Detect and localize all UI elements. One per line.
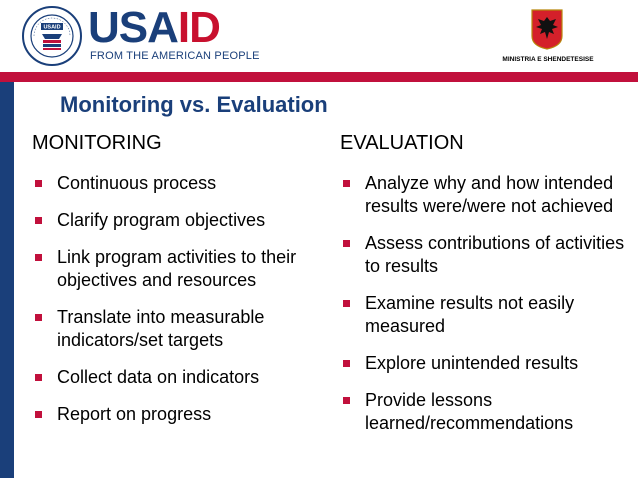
square-bullet-icon [343,360,350,367]
usaid-logo-part-usa: USA [88,3,178,52]
usaid-seal-icon [22,6,82,66]
square-bullet-icon [343,397,350,404]
header-divider-bar [0,72,638,82]
list-item [32,209,312,232]
list-item [32,306,312,352]
list-item-text: Clarify program objectives [57,210,266,230]
square-bullet-icon [343,240,350,247]
square-bullet-icon [35,374,42,381]
monitoring-column [32,132,312,440]
list-item [32,172,312,195]
list-item-text: Report on progress [57,404,212,424]
list-item-text: Examine results not easily measured [365,293,575,336]
monitoring-heading: MONITORING [32,132,162,154]
slide-header [0,0,638,72]
usaid-logo [88,3,220,52]
list-item-text: Analyze why and how intended results were/were not achieved [365,173,614,216]
left-accent-bar [0,82,14,478]
evaluation-column [340,132,630,449]
list-item [340,292,630,338]
list-item-text: Link program activities to their objectives and resources [57,247,297,290]
list-item-text: Collect data on indicators [57,367,260,387]
list-item [340,172,630,218]
list-item [340,232,630,278]
list-item [32,246,312,292]
list-item [32,366,312,389]
list-item-text: Continuous process [57,173,217,193]
list-item [340,352,630,375]
square-bullet-icon [343,300,350,307]
ministry-label: MINISTRIA E SHENDETESISE [502,56,594,63]
slide-title: Monitoring vs. Evaluation [60,92,328,117]
svg-text:USAID: USAID [43,24,61,31]
square-bullet-icon [35,314,42,321]
square-bullet-icon [35,411,42,418]
usaid-tagline: FROM THE AMERICAN PEOPLE [90,50,260,62]
albanian-eagle-emblem-icon [530,8,564,50]
square-bullet-icon [35,217,42,224]
square-bullet-icon [35,180,42,187]
square-bullet-icon [343,180,350,187]
square-bullet-icon [35,254,42,261]
list-item [32,403,312,426]
list-item-text: Assess contributions of activities to results [365,233,625,276]
evaluation-heading: EVALUATION [340,132,464,154]
list-item [340,389,630,435]
list-item-text: Provide lessons learned/recommendations [365,390,574,433]
list-item-text: Translate into measurable indicators/set targets [57,307,265,350]
usaid-logo-part-id: ID [177,3,220,52]
list-item-text: Explore unintended results [365,353,579,373]
